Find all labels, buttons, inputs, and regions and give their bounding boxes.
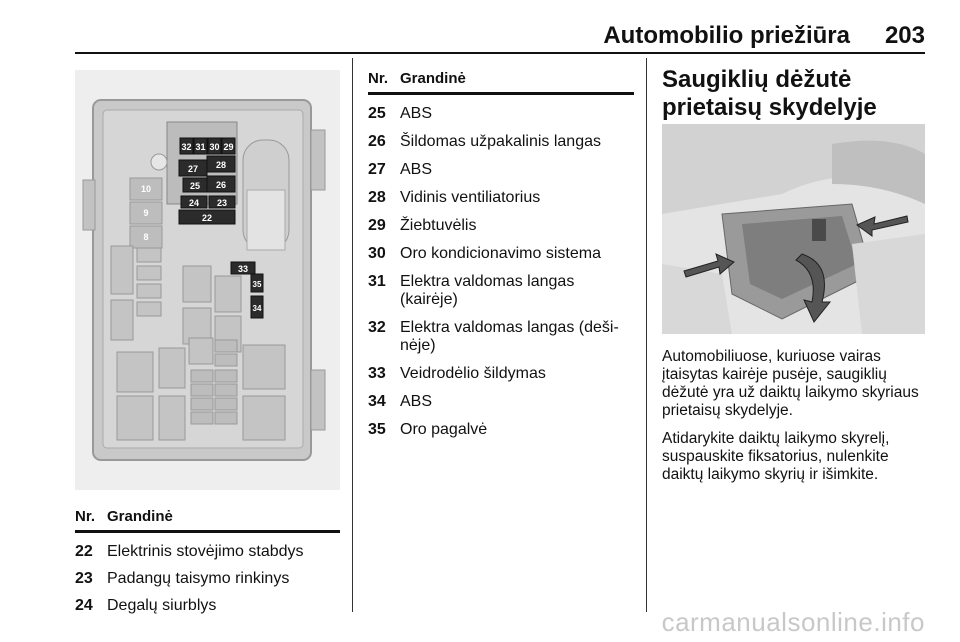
row-text: Elektrinis stovėjimo stabdys bbox=[107, 543, 304, 560]
table-row bbox=[368, 393, 634, 411]
table-row bbox=[368, 365, 634, 383]
table-row bbox=[368, 161, 634, 179]
table-header bbox=[75, 508, 340, 533]
fuse-label-8: 8 bbox=[143, 232, 149, 242]
fuse-label-35: 35 bbox=[252, 280, 262, 289]
row-nr: 27 bbox=[368, 161, 386, 178]
fuse-label-30: 30 bbox=[209, 142, 220, 152]
fuse-label-25: 25 bbox=[189, 181, 201, 191]
column-divider-2 bbox=[646, 58, 647, 612]
table-row bbox=[75, 570, 340, 588]
row-text: Degalų siurblys bbox=[107, 597, 217, 614]
fuse-box-diagram bbox=[75, 70, 340, 490]
fuse-label-28: 28 bbox=[215, 160, 227, 170]
table-row bbox=[368, 273, 634, 309]
row-nr: 23 bbox=[75, 570, 93, 587]
fuse-label-31: 31 bbox=[195, 142, 206, 152]
fuse-label-34: 34 bbox=[252, 304, 262, 313]
header-title: Automobilio priežiūra bbox=[603, 22, 850, 49]
row-text: Šildomas užpakalinis langas bbox=[400, 133, 601, 150]
fuse-label-22: 22 bbox=[201, 213, 213, 223]
row-text: Oro pagalvė bbox=[400, 421, 488, 438]
row-text: ABS bbox=[400, 105, 433, 122]
row-text: Elektra valdomas langas (kairėje) bbox=[400, 273, 575, 308]
page-number: 203 bbox=[884, 22, 925, 49]
paragraph-1: Automobiliuose, kuriuose vairas įtaisytas kairėje pusėje, saugiklių dėžutė yra už daiktų laikymo skyriaus prietaisų skydelyje. bbox=[662, 348, 919, 419]
fuse-label-27: 27 bbox=[187, 164, 199, 174]
row-nr: 33 bbox=[368, 365, 386, 382]
row-text: Žiebtuvėlis bbox=[400, 217, 477, 234]
fuse-label-32: 32 bbox=[181, 142, 192, 152]
row-text: Oro kondicionavimo sistema bbox=[400, 245, 601, 262]
fuse-table-left bbox=[75, 508, 340, 615]
row-nr: 32 bbox=[368, 319, 386, 336]
row-text: Veidrodėlio šildymas bbox=[400, 365, 546, 382]
table-row bbox=[75, 543, 340, 561]
row-nr: 22 bbox=[75, 543, 93, 560]
row-nr: 34 bbox=[368, 393, 386, 410]
row-text: Elektra valdomas langas (deši-nėje) bbox=[400, 319, 619, 354]
fuse-label-29: 29 bbox=[223, 142, 234, 152]
table-row bbox=[368, 133, 634, 151]
column-divider-1 bbox=[352, 58, 353, 612]
table-row bbox=[368, 421, 634, 439]
watermark: carmanualsonline.info bbox=[661, 607, 925, 637]
table-row bbox=[75, 597, 340, 615]
section-title: Saugiklių dėžutė prietaisų skydelyje bbox=[662, 66, 877, 121]
fuse-table-middle bbox=[368, 70, 634, 439]
row-text: Vidinis ventiliatorius bbox=[400, 189, 541, 206]
row-text: ABS bbox=[400, 161, 433, 178]
row-nr: 30 bbox=[368, 245, 386, 262]
row-nr: 28 bbox=[368, 189, 386, 206]
col-nr: Nr. bbox=[368, 70, 389, 87]
fuse-label-9: 9 bbox=[143, 208, 149, 218]
row-nr: 29 bbox=[368, 217, 386, 234]
table-row bbox=[368, 245, 634, 263]
glovebox-photo bbox=[662, 124, 925, 334]
row-text: ABS bbox=[400, 393, 433, 410]
row-nr: 26 bbox=[368, 133, 386, 150]
fuse-label-26: 26 bbox=[215, 180, 227, 190]
fuse-label-24: 24 bbox=[188, 198, 200, 208]
col-circuit: Grandinė bbox=[400, 70, 466, 87]
col-nr: Nr. bbox=[75, 508, 96, 525]
paragraph-2: Atidarykite daiktų laikymo skyrelį, suspauskite fiksatorius, nulenkite daiktų laikymo skyrių ir išimkite. bbox=[662, 430, 890, 483]
row-nr: 24 bbox=[75, 597, 93, 614]
fuse-label-10: 10 bbox=[140, 184, 152, 194]
fuse-box-illustration bbox=[75, 70, 340, 490]
row-nr: 35 bbox=[368, 421, 386, 438]
glovebox-illustration bbox=[662, 124, 925, 334]
fuse-label-33: 33 bbox=[237, 264, 249, 274]
table-row bbox=[368, 105, 634, 123]
fuse-label-23: 23 bbox=[216, 198, 228, 208]
table-row bbox=[368, 189, 634, 207]
table-row bbox=[368, 319, 634, 355]
table-row bbox=[368, 217, 634, 235]
row-nr: 25 bbox=[368, 105, 386, 122]
header-rule bbox=[75, 52, 925, 54]
table-header bbox=[368, 70, 634, 95]
row-nr: 31 bbox=[368, 273, 386, 290]
col-circuit: Grandinė bbox=[107, 508, 173, 525]
row-text: Padangų taisymo rinkinys bbox=[107, 570, 290, 587]
